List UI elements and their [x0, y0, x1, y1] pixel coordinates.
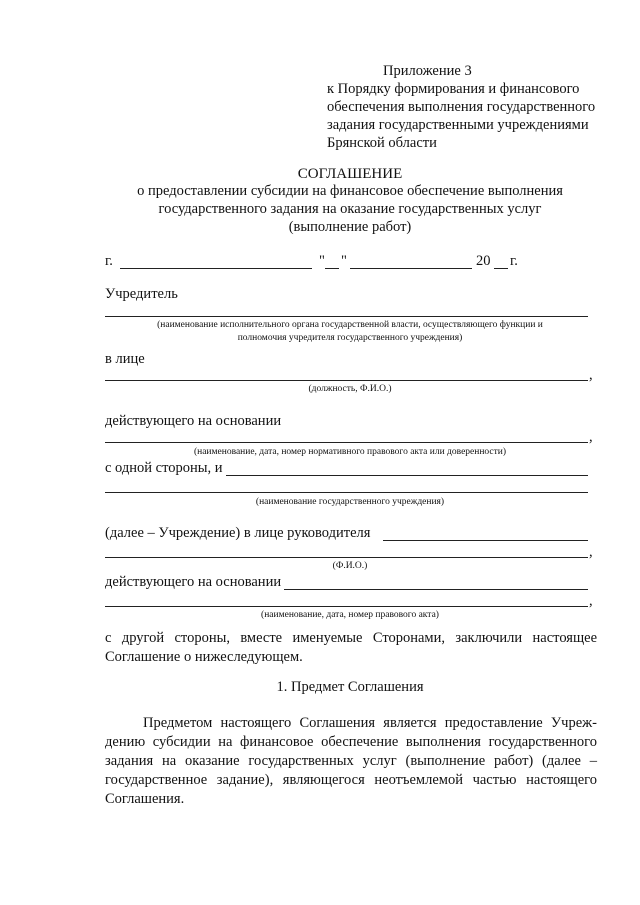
- year-prefix: 20: [476, 253, 491, 269]
- document-subtitle: (выполнение работ): [288, 219, 412, 235]
- section1-paragraph: [105, 714, 597, 809]
- quote-open: ": [319, 253, 325, 269]
- other-side-paragraph: [105, 629, 597, 667]
- paragraph-line: с другой стороны, вместе именуемые Сторонами, заключили настоящее: [105, 630, 597, 646]
- year-suffix: г.: [510, 253, 518, 269]
- one-side-label: с одной стороны, и: [105, 460, 223, 476]
- institution-caption: (наименование государственного учреждения): [255, 497, 445, 507]
- document-subtitle: государственного задания на оказание государственных услуг: [158, 201, 542, 217]
- acting-basis-label-2: действующего на основании: [105, 574, 282, 590]
- one-side-field[interactable]: [226, 475, 588, 476]
- comma: ,: [589, 544, 593, 560]
- acting-basis-label: действующего на основании: [105, 413, 282, 429]
- section-heading: 1. Предмет Соглашения: [276, 679, 424, 695]
- position-caption: (должность, Ф.И.О.): [308, 384, 392, 394]
- appendix-line: задания государственными учреждениями: [327, 117, 589, 133]
- appendix-line: обеспечения выполнения государственного: [327, 99, 596, 115]
- paragraph-line: Предметом настоящего Соглашения является предоставление Учреж-: [143, 715, 597, 731]
- fio-caption: (Ф.И.О.): [332, 561, 368, 571]
- further-label: (далее – Учреждение) в лице руководителя: [105, 525, 371, 541]
- head-field[interactable]: [383, 540, 588, 541]
- day-field[interactable]: [325, 268, 339, 269]
- paragraph-line: Соглашения.: [105, 791, 185, 807]
- paragraph-line: дению субсидии на финансовое обеспечение выполнения государственного: [105, 734, 597, 750]
- comma: ,: [589, 429, 593, 445]
- paragraph-line: задания на оказание государственных услуг (выполнение работ) (далее –: [105, 753, 597, 769]
- fio-field[interactable]: [105, 557, 588, 558]
- document-title: СОГЛАШЕНИЕ: [297, 166, 403, 182]
- city-prefix: г.: [105, 253, 113, 269]
- act-caption: (наименование, дата, номер правового акта): [261, 610, 439, 620]
- in-person-label: в лице: [105, 351, 145, 367]
- appendix-number: Приложение 3: [383, 63, 472, 79]
- year-field[interactable]: [494, 268, 508, 269]
- founder-caption: полномочия учредителя государственного учреждения): [237, 333, 463, 343]
- position-field[interactable]: [105, 380, 588, 381]
- comma: ,: [589, 367, 593, 383]
- basis-caption: (наименование, дата, номер нормативного правового акта или доверенности): [193, 447, 507, 457]
- city-field[interactable]: [120, 268, 312, 269]
- basis-field[interactable]: [105, 442, 588, 443]
- basis-field-2[interactable]: [284, 589, 588, 590]
- founder-field[interactable]: [105, 316, 588, 317]
- comma: ,: [589, 593, 593, 609]
- appendix-line: к Порядку формирования и финансового: [327, 81, 580, 97]
- founder-caption: (наименование исполнительного органа государственной власти, осуществляющего функции и: [157, 320, 543, 330]
- document-subtitle: о предоставлении субсидии на финансовое обеспечение выполнения: [137, 183, 563, 199]
- institution-field[interactable]: [105, 492, 588, 493]
- act-field[interactable]: [105, 606, 588, 607]
- founder-label: Учредитель: [105, 286, 178, 302]
- paragraph-line: государственное задание), являющегося неотъемлемой частью настоящего: [105, 772, 597, 788]
- paragraph-line: Соглашение о нижеследующем.: [105, 649, 303, 665]
- quote-close: ": [341, 253, 347, 269]
- month-field[interactable]: [350, 268, 472, 269]
- appendix-line: Брянской области: [327, 135, 437, 151]
